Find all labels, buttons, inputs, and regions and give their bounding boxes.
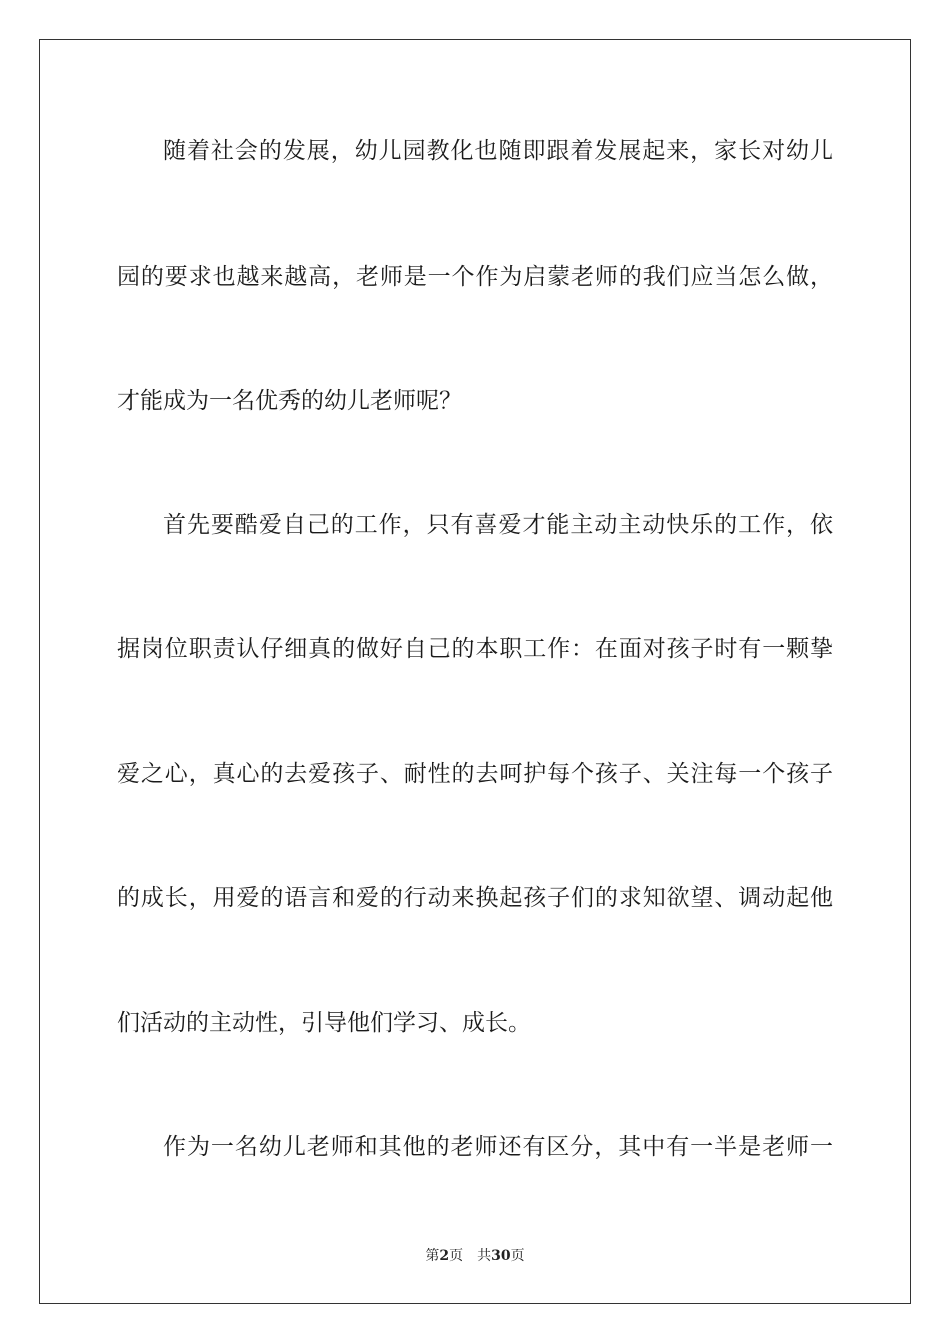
page-frame bbox=[39, 39, 911, 1304]
page-prefix: 第 bbox=[425, 1248, 440, 1264]
total-pages: 30 bbox=[491, 1248, 511, 1264]
paragraph-3-line-1: 作为一名幼儿老师和其他的老师还有区分，其中有一半是老师一 bbox=[163, 1134, 833, 1160]
page-number: 2 bbox=[439, 1248, 450, 1264]
paragraph-1-line-3: 才能成为一名优秀的幼儿老师呢？ bbox=[117, 388, 462, 414]
total-suffix: 页 bbox=[510, 1248, 525, 1264]
paragraph-1-line-2: 园的要求也越来越高，老师是一个作为启蒙老师的我们应当怎么做， bbox=[117, 264, 833, 290]
page-footer bbox=[0, 1247, 950, 1265]
paragraph-1-line-1: 随着社会的发展，幼儿园教化也随即跟着发展起来，家长对幼儿 bbox=[163, 138, 833, 164]
paragraph-2-line-4: 的成长，用爱的语言和爱的行动来换起孩子们的求知欲望、调动起他 bbox=[117, 885, 833, 911]
paragraph-2-line-5: 们活动的主动性，引导他们学习、成长。 bbox=[117, 1010, 531, 1036]
paragraph-2-line-1: 首先要酷爱自己的工作，只有喜爱才能主动主动快乐的工作，依 bbox=[163, 512, 833, 538]
paragraph-2-line-2: 据岗位职责认仔细真的做好自己的本职工作：在面对孩子时有一颗挚 bbox=[117, 636, 833, 662]
paragraph-2-line-3: 爱之心，真心的去爱孩子、耐性的去呵护每个孩子、关注每一个孩子 bbox=[117, 761, 833, 787]
page-suffix: 页 bbox=[449, 1248, 464, 1264]
total-prefix: 共 bbox=[477, 1248, 492, 1264]
